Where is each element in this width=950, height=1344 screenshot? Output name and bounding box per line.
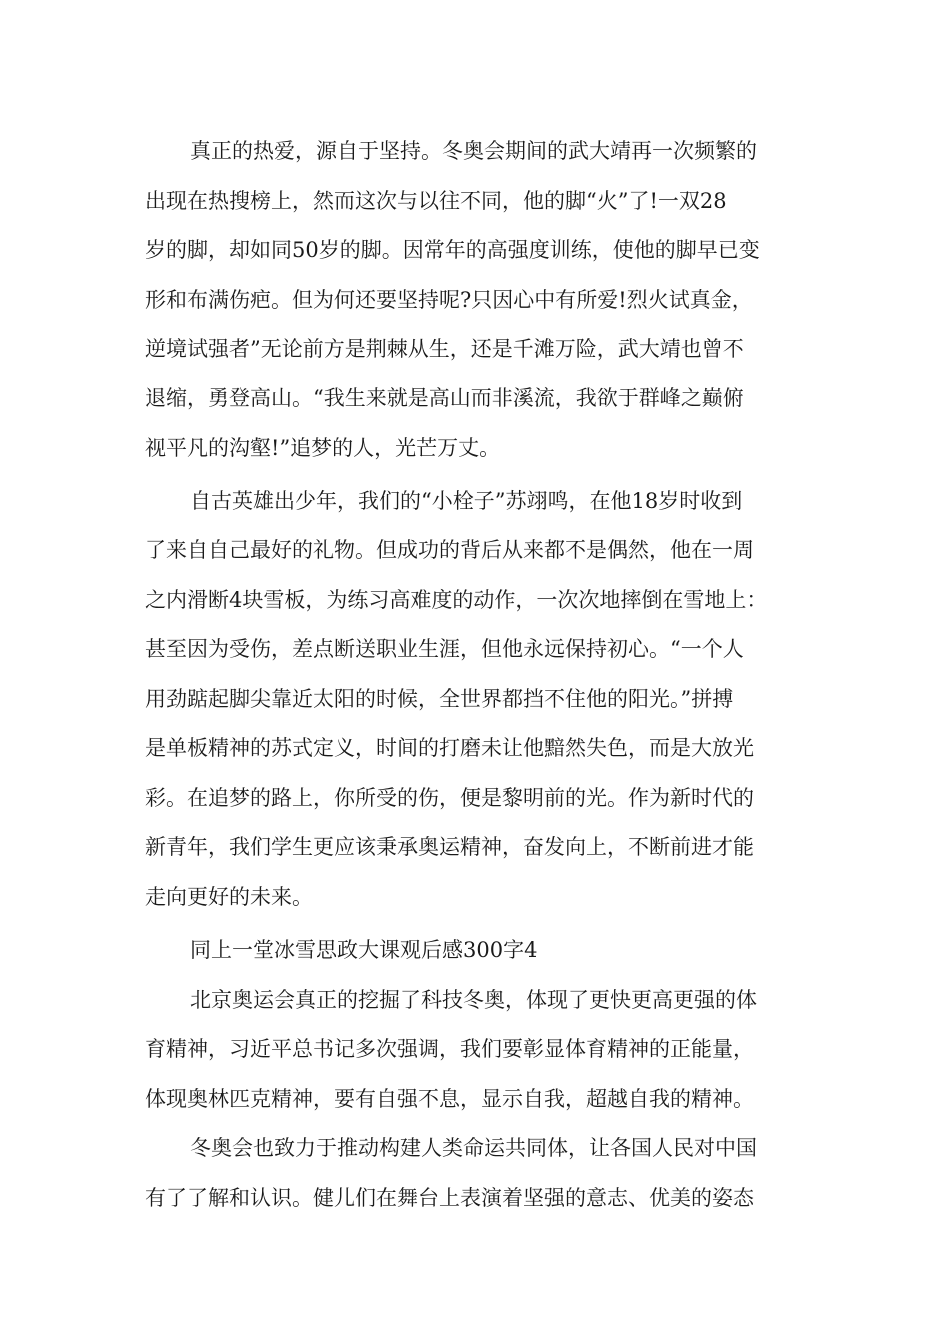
paragraph-1-line-2: 出现在热搜榜上，然而这次与以往不同，他的脚“火”了!一双28 [145,189,727,213]
paragraph-2-line-6: 是单板精神的苏式定义，时间的打磨未让他黯然失色，而是大放光 [145,736,754,760]
paragraph-3-line-1: 北京奥运会真正的挖掘了科技冬奥，体现了更快更高更强的体 [190,988,757,1012]
paragraph-1-line-5: 逆境试强者”无论前方是荆棘从生，还是千滩万险，武大靖也曾不 [145,337,744,361]
paragraph-3-line-3: 体现奥林匹克精神，要有自强不息，显示自我，超越自我的精神。 [145,1087,754,1111]
paragraph-2-line-5: 用劲踮起脚尖靠近太阳的时候，全世界都挡不住他的阳光。”拼搏 [145,687,734,711]
paragraph-1-line-4: 形和布满伤疤。但为何还要坚持呢?只因心中有所爱!烈火试真金， [145,288,753,312]
paragraph-2-line-8: 新青年，我们学生更应该秉承奥运精神，奋发向上，不断前进才能 [145,835,754,859]
paragraph-1-line-6: 退缩，勇登高山。“我生来就是高山而非溪流，我欲于群峰之巅俯 [145,386,744,410]
section-heading: 同上一堂冰雪思政大课观后感300字4 [190,938,538,962]
paragraph-4-line-1: 冬奥会也致力于推动构建人类命运共同体，让各国人民对中国 [190,1136,757,1160]
paragraph-3-line-2: 育精神，习近平总书记多次强调，我们要彰显体育精神的正能量， [145,1037,754,1061]
paragraph-1-line-3: 岁的脚，却如同50岁的脚。因常年的高强度训练，使他的脚早已变 [145,238,760,262]
paragraph-2-line-9: 走向更好的未来。 [145,885,313,909]
paragraph-2-line-3: 之内滑断4块雪板，为练习高难度的动作，一次次地摔倒在雪地上： [145,588,768,612]
paragraph-1-line-1: 真正的热爱，源自于坚持。冬奥会期间的武大靖再一次频繁的 [190,139,757,163]
paragraph-2-line-4: 甚至因为受伤，差点断送职业生涯，但他永远保持初心。“一个人 [145,637,744,661]
paragraph-2-line-1: 自古英雄出少年，我们的“小栓子”苏翊鸣，在他18岁时收到 [190,489,743,513]
paragraph-2-line-2: 了来自自己最好的礼物。但成功的背后从来都不是偶然，他在一周 [145,538,754,562]
paragraph-2-line-7: 彩。在追梦的路上，你所受的伤，便是黎明前的光。作为新时代的 [145,786,754,810]
paragraph-1-line-7: 视平凡的沟壑!”追梦的人，光芒万丈。 [145,436,501,460]
paragraph-4-line-2: 有了了解和认识。健儿们在舞台上表演着坚强的意志、优美的姿态 [145,1186,754,1210]
